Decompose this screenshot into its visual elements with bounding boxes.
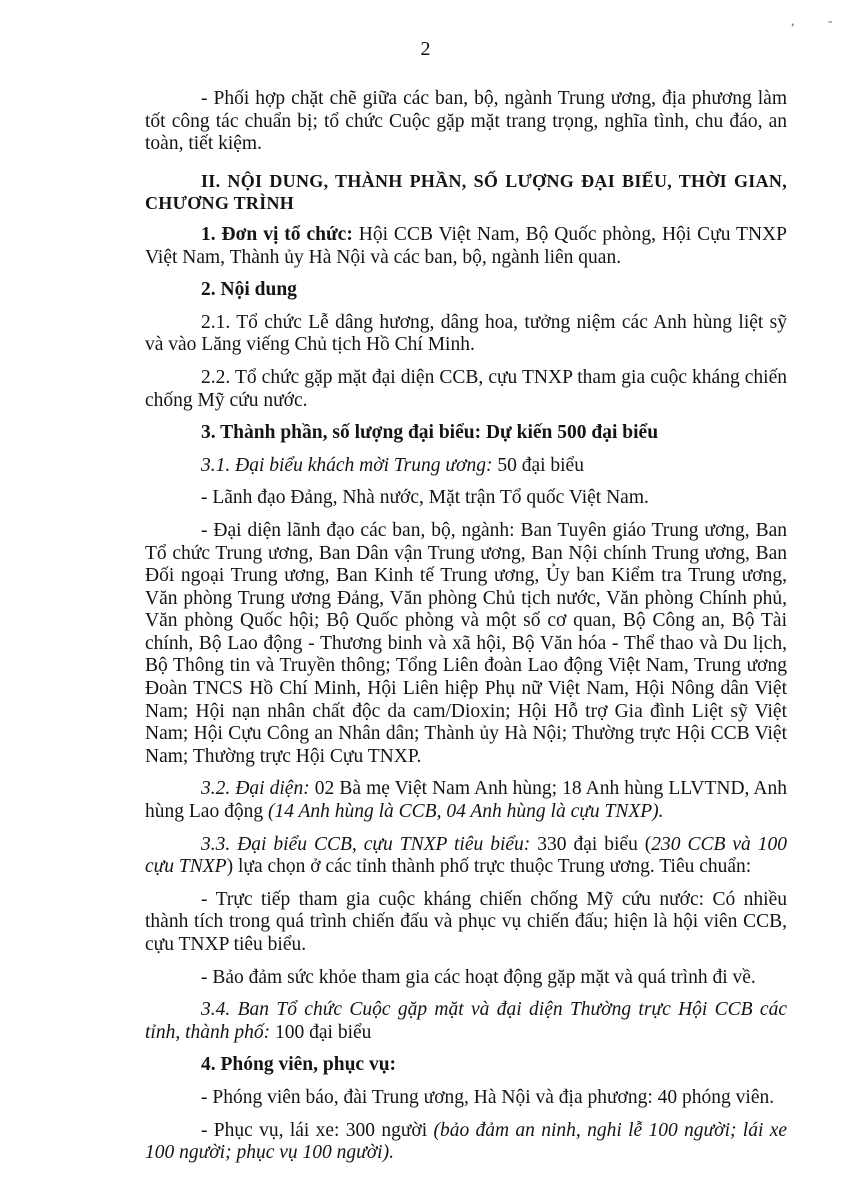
text-3-1: 50 đại biểu xyxy=(492,454,584,476)
paragraph-3-1 xyxy=(145,455,787,478)
paragraph-2-2: 2.2. Tổ chức gặp mặt đại diện CCB, cựu TNXP tham gia cuộc kháng chiến chống Mỹ cứu nước. xyxy=(145,366,787,411)
paragraph-3-3 xyxy=(145,834,787,879)
page-number: 2 xyxy=(420,38,431,60)
paragraph-3-3-a: - Trực tiếp tham gia cuộc kháng chiến chống Mỹ cứu nước: Có nhiều thành tích trong quá trình chiến đấu và phục vụ chiến đấu; hiện là hội viên CCB, cựu TNXP tiêu biểu. xyxy=(145,888,787,955)
italic-3-3: 230 CCB và 100 cựu TNXP xyxy=(145,833,787,878)
paragraph-3-1-b: - Đại diện lãnh đạo các ban, bộ, ngành: Ban Tuyên giáo Trung ương, Ban Tổ chức Trung ương, Ban Dân vận Trung ương, Ban Nội chính Trung ương, Ban Đối ngoại Trung ương, Ban Kinh tế Trung ương, Ủy ban Kiểm tra Trung ương, Văn phòng Trung ương Đảng, Văn phòng Chủ tịch nước, Văn phòng Chính phủ, Văn phòng Quốc hội; Bộ Quốc phòng và một số cơ quan, Bộ Công an, Bộ Tài chính, Bộ Lao động - Thương binh và xã hội, Bộ Văn hóa - Thể thao và Du lịch, Bộ Thông tin và Truyền thông; Tổng Liên đoàn Lao động Việt Nam, Trung ương Đoàn TNCS Hồ Chí Minh, Hội Liên hiệp Phụ nữ Việt Nam, Hội Nông dân Việt Nam; Hội nạn nhân chất độc da cam/Dioxin; Hội Hỗ trợ Gia đình Liệt sỹ Việt Nam; Hội Cựu Công an Nhân dân; Thành ủy Hà Nội; Thường trực Hội CCB Việt Nam; Thường trực Hội Cựu TNXP. xyxy=(145,519,787,767)
paragraph-intro: - Phối hợp chặt chẽ giữa các ban, bộ, ngành Trung ương, địa phương làm tốt công tác chuẩn bị; tổ chức Cuộc gặp mặt trang trọng, nghĩa tình, chu đáo, an toàn, tiết kiệm. xyxy=(145,88,787,155)
subheading-reporters: 4. Phóng viên, phục vụ: xyxy=(201,1054,397,1076)
subheading-composition: 3. Thành phần, số lượng đại biểu: Dự kiến 500 đại biểu xyxy=(201,422,659,444)
label-3-4: 3.4. Ban Tổ chức Cuộc gặp mặt và đại diện Thường trực Hội CCB các tỉnh, thành phố: xyxy=(145,999,787,1043)
paragraph-4-b xyxy=(145,1120,787,1165)
label-3-1: 3.1. Đại biểu khách mời Trung ương: xyxy=(201,454,493,476)
subheading-content: 2. Nội dung xyxy=(201,279,297,301)
document-body xyxy=(145,88,787,1175)
text-3-2: 02 Bà mẹ Việt Nam Anh hùng; 18 Anh hùng LLVTND, Anh hùng Lao động xyxy=(145,778,787,823)
text-3-3-a: 330 đại biểu ( xyxy=(530,833,652,855)
paragraph-2-1: 2.1. Tổ chức Lễ dâng hương, dâng hoa, tưởng niệm các Anh hùng liệt sỹ và vào Lăng viếng Chủ tịch Hồ Chí Minh. xyxy=(145,311,787,356)
text-4-b: - Phục vụ, lái xe: 300 người xyxy=(201,1119,434,1141)
italic-3-2: (14 Anh hùng là CCB, 04 Anh hùng là cựu TNXP). xyxy=(267,801,664,823)
paragraph-organizer xyxy=(145,224,787,269)
text-3-3-b: ) lựa chọn ở các tỉnh thành phố trực thuộc Trung ương. Tiêu chuẩn: xyxy=(226,856,752,878)
section-heading-ii: II. NỘI DUNG, THÀNH PHẦN, SỐ LƯỢNG ĐẠI BIỂU, THỜI GIAN, CHƯƠNG TRÌNH xyxy=(145,170,787,214)
paragraph-4-a: - Phóng viên báo, đài Trung ương, Hà Nội và địa phương: 40 phóng viên. xyxy=(201,1086,775,1108)
text-3-4: 100 đại biểu xyxy=(270,1021,372,1043)
corner-mark: , xyxy=(791,14,795,29)
label-3-2: 3.2. Đại diện: xyxy=(201,778,310,800)
paragraph-3-4 xyxy=(145,999,787,1044)
corner-mark: - xyxy=(828,14,833,29)
italic-4-b: (bảo đảm an ninh, nghi lễ 100 người; lái xe 100 người; phục vụ 100 người). xyxy=(145,1119,788,1164)
paragraph-3-2 xyxy=(145,778,787,823)
label-3-3: 3.3. Đại biểu CCB, cựu TNXP tiêu biểu: xyxy=(201,833,531,855)
organizer-text: Hội CCB Việt Nam, Bộ Quốc phòng, Hội Cựu TNXP Việt Nam, Thành ủy Hà Nội và các ban, bộ, ngành liên quan. xyxy=(145,223,787,268)
paragraph-3-3-b: - Bảo đảm sức khỏe tham gia các hoạt động gặp mặt và quá trình đi về. xyxy=(201,966,756,988)
paragraph-3-1-a: - Lãnh đạo Đảng, Nhà nước, Mặt trận Tổ quốc Việt Nam. xyxy=(201,487,649,509)
organizer-label: 1. Đơn vị tổ chức: xyxy=(201,223,353,245)
